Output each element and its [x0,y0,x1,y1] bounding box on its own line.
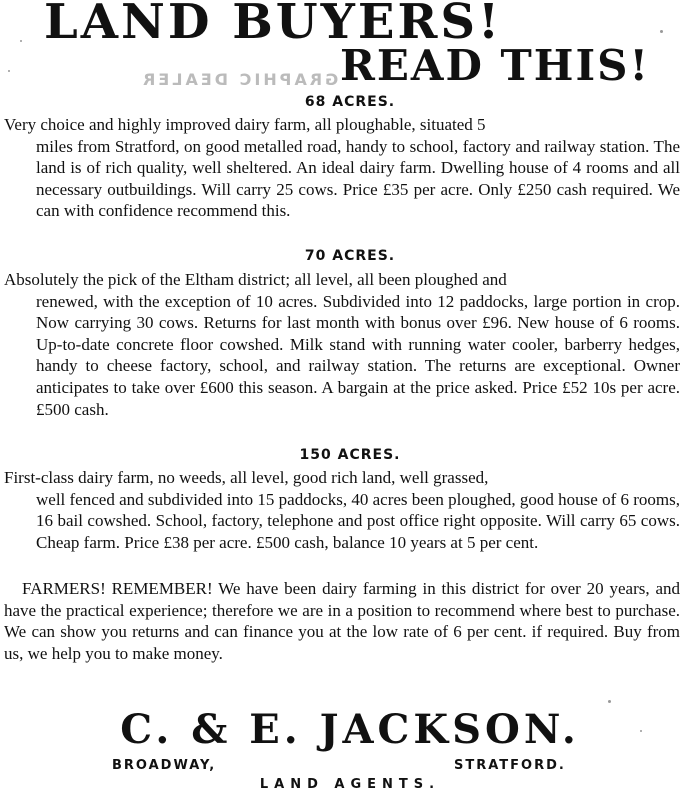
bleed-through-text: GRAPHIC DEALER [140,70,339,89]
farmers-remember-note: FARMERS! REMEMBER! We have been dairy farming in this district for over 20 years, and have the practical experience; therefore we are in a position to recommend where best to purchase. We can show you returns and can finance you at the low rate of 6 per cent. if required. Buy from us, we help you to make money. [4,579,680,663]
listing-text: renewed, with the exception of 10 acres. Subdivided into 12 paddocks, large portion in crop. Now carrying 30 cows. Returns for last month with bonus over £96. New house of 6 rooms. Up-to-date concrete floor cowshed. Milk stand with running water cooler, barberry hedges, handy to cheese factory, school, and railway station. The returns are exceptional. Owner anticipates to take over £600 this season. A bargain at the price asked. Price £52 10s per acre. £500 cash. [36,291,680,419]
listing-text: well fenced and subdivided into 15 paddocks, 40 acres been ploughed, good house of 6 rooms, 16 bail cowshed. School, factory, telephone and post office right opposite. Will carry 65 cows. Cheap farm. Price £38 per acre. £500 cash, balance 10 years at 5 per cent. [36,489,680,552]
listing-heading-68-acres: 68 ACRES. [304,94,396,110]
listing-heading-150-acres: 150 ACRES. [299,447,401,463]
print-speck [640,730,642,732]
headline-read-this: READ THIS! [340,41,650,90]
listing-first-line: Absolutely the pick of the Eltham district; all level, all been ploughed and [4,270,507,289]
listing-first-line: First-class dairy farm, no weeds, all level, good rich land, well grassed, [4,468,489,487]
print-speck [660,30,663,33]
firm-name: C. & E. JACKSON. [120,706,580,753]
headline-land-buyers: LAND BUYERS! [44,0,503,50]
listing-body-70-acres [4,269,680,420]
listing-body-150-acres [4,467,680,553]
listing-text: miles from Stratford, on good metalled road, handy to school, factory and railway station. The land is of rich quality, well sheltered. An ideal dairy farm. Dwelling house of 4 rooms and all necessary outbuildings. Will carry 25 cows. Price £35 per acre. Only £250 cash required. We can with confidence recommend this. [36,136,680,221]
print-speck [8,70,10,72]
print-speck [20,40,22,42]
firm-title: LAND AGENTS. [259,777,441,792]
listing-first-line: Very choice and highly improved dairy farm, all ploughable, situated 5 [4,115,486,134]
listing-heading-70-acres: 70 ACRES. [304,248,396,264]
firm-address-street: BROADWAY, [112,758,217,773]
print-speck [608,700,611,703]
listing-body-68-acres [4,114,680,222]
firm-address-town: STRATFORD. [454,758,566,773]
